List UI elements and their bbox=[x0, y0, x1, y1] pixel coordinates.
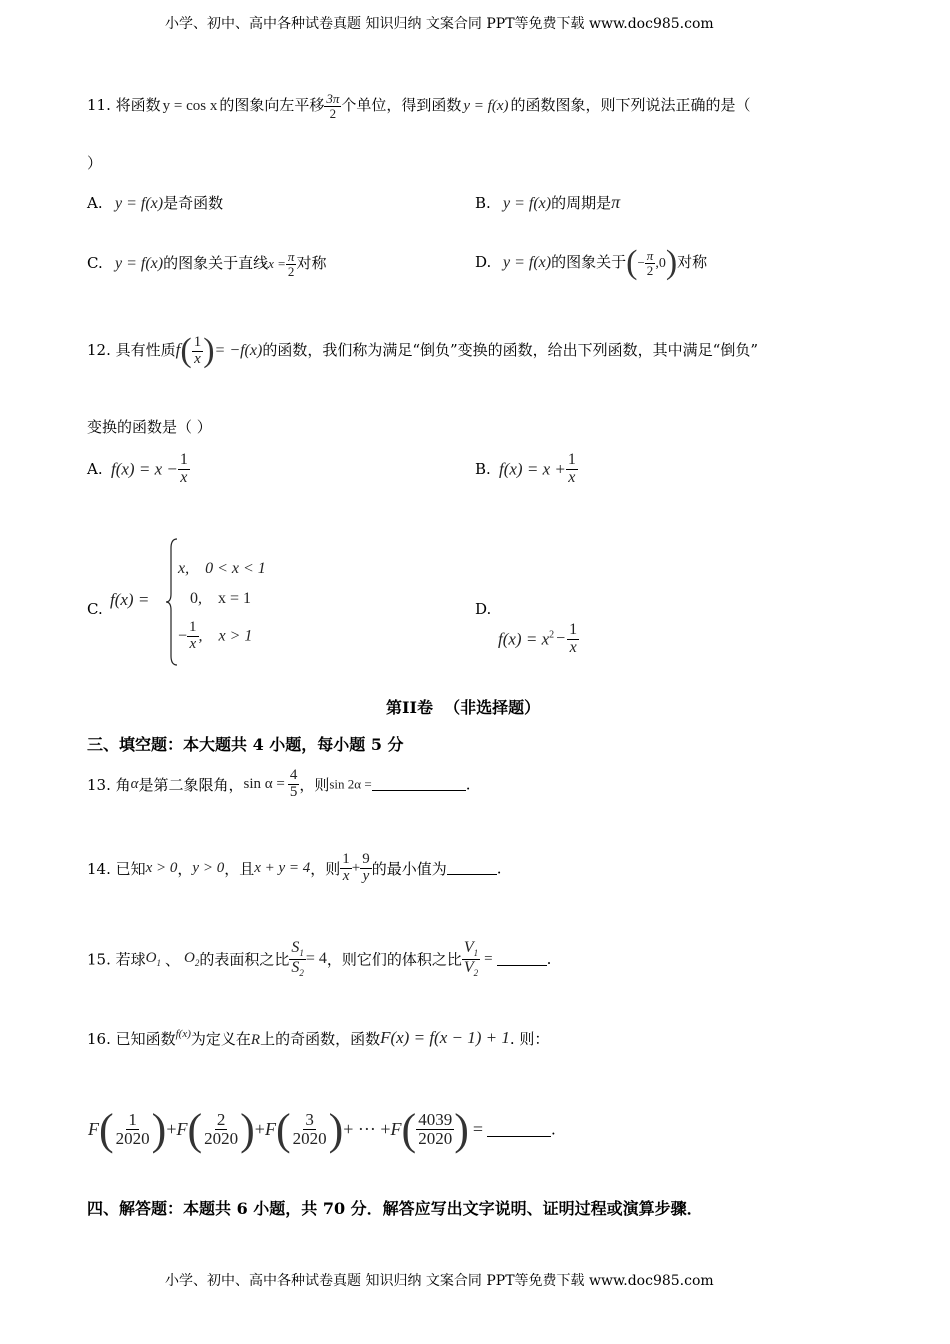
fraction-denominator: x bbox=[342, 867, 350, 884]
F-letter: F bbox=[264, 1119, 276, 1139]
option-expr: y = f(x) bbox=[115, 255, 164, 273]
question-16 bbox=[87, 1028, 549, 1049]
v-letter: V bbox=[463, 939, 474, 956]
q16-text-3: 上的奇函数，函数 bbox=[260, 1030, 381, 1048]
fraction-numerator: 1 bbox=[342, 851, 350, 867]
o2-letter: O bbox=[183, 950, 195, 967]
F-letter: F bbox=[390, 1119, 402, 1139]
piecewise-case-1: x, 0 < x < 1 bbox=[178, 560, 266, 577]
q11-option-a[interactable] bbox=[87, 192, 223, 213]
sum-term-3 bbox=[291, 1111, 329, 1148]
option-text: 的周期是 bbox=[551, 194, 612, 212]
plus-sign: + bbox=[254, 1119, 265, 1139]
page-header: 小学、初中、高中各种试卷真题 知识归纳 文案合同 PPT等免费下载 www.doc985.com bbox=[165, 16, 714, 32]
right-paren: ) bbox=[665, 244, 678, 281]
fraction-denominator: 2020 bbox=[292, 1129, 327, 1148]
piecewise-case-3 bbox=[178, 620, 252, 653]
option-text: 的图象关于 bbox=[551, 253, 627, 271]
plus-sign: + bbox=[166, 1119, 177, 1139]
right-paren: ) bbox=[454, 1105, 469, 1154]
option-text-2: 对称 bbox=[677, 253, 708, 271]
q11-option-b[interactable] bbox=[475, 192, 620, 213]
v-letter: V bbox=[463, 958, 474, 976]
right-paren: ) bbox=[240, 1105, 255, 1154]
q12-option-c-label[interactable]: C. bbox=[87, 600, 103, 618]
right-paren: ) bbox=[151, 1105, 167, 1154]
q11-expr-cos: y = cos x bbox=[162, 98, 218, 115]
option-text-2: 对称 bbox=[296, 254, 327, 273]
fraction-denominator: y bbox=[362, 867, 370, 884]
fraction-denominator: 2020 bbox=[204, 1129, 239, 1148]
question-11 bbox=[87, 92, 751, 120]
option-x: x = bbox=[268, 256, 286, 272]
section-3-title: 三、填空题：本大题共 4 小题，每小题 5 分 bbox=[87, 735, 404, 754]
fraction-denominator: x bbox=[189, 635, 197, 652]
option-fraction bbox=[567, 622, 579, 657]
q13-sin: sin α = bbox=[243, 775, 285, 792]
fraction-numerator bbox=[289, 940, 306, 960]
s-subscript: 1 bbox=[299, 948, 304, 959]
q13-text: 13. 角 bbox=[87, 775, 131, 794]
option-fraction bbox=[286, 250, 297, 278]
sphere-o1 bbox=[145, 950, 161, 969]
fraction-denominator: x bbox=[569, 638, 577, 656]
q12-text: 12. 具有性质 bbox=[87, 341, 176, 359]
fraction-denominator: 2020 bbox=[418, 1129, 453, 1148]
separator: 、 bbox=[164, 950, 180, 969]
fraction-denominator bbox=[462, 960, 480, 979]
q11-option-d[interactable] bbox=[475, 244, 707, 282]
right-paren: ) bbox=[203, 332, 215, 369]
v-subscript: 2 bbox=[473, 967, 479, 978]
option-text: 的图象关于直线 bbox=[163, 254, 269, 273]
fraction-numerator: 9 bbox=[362, 851, 370, 867]
option-expr: y = f(x) bbox=[115, 195, 164, 212]
question-14 bbox=[87, 852, 502, 885]
F-letter: F bbox=[176, 1119, 188, 1139]
period: . bbox=[496, 859, 502, 878]
minus-sign: − bbox=[556, 630, 566, 648]
pi-symbol: π bbox=[611, 192, 621, 212]
q13-fraction bbox=[288, 768, 300, 801]
v-subscript: 1 bbox=[473, 948, 479, 959]
page-footer: 小学、初中、高中各种试卷真题 知识归纳 文案合同 PPT等免费下载 www.doc985.com bbox=[165, 1273, 714, 1289]
option-label: A. bbox=[87, 460, 103, 479]
fraction-numerator: π bbox=[287, 249, 295, 264]
q11-text: 11. 将函数 bbox=[87, 96, 161, 115]
q14-fraction-2 bbox=[360, 852, 372, 885]
question-12 bbox=[87, 332, 758, 370]
left-paren: ( bbox=[401, 1105, 417, 1154]
q14-text-2: ，且 bbox=[224, 859, 255, 878]
section-2-title: 第II卷 （非选择题） bbox=[386, 698, 541, 717]
q16-fx: f(x) bbox=[175, 1028, 191, 1040]
fraction-denominator: 2 bbox=[646, 262, 654, 278]
q12-option-d-expr bbox=[498, 622, 579, 657]
q16-text: 16. 已知函数 bbox=[87, 1030, 176, 1048]
answer-blank[interactable] bbox=[497, 953, 547, 966]
question-12-line-2: 变换的函数是（ ） bbox=[87, 418, 212, 436]
fraction-numerator: 3 bbox=[305, 1110, 314, 1130]
sum-term-1 bbox=[114, 1111, 152, 1148]
q12-option-b[interactable] bbox=[475, 452, 578, 487]
fraction-numerator: 3π bbox=[326, 91, 340, 106]
left-paren: ( bbox=[275, 1105, 291, 1154]
answer-blank[interactable] bbox=[372, 778, 466, 791]
case-fraction bbox=[187, 620, 199, 653]
case-condition: , x > 1 bbox=[198, 627, 253, 645]
q16-Fx: F(x) = f(x − 1) + 1 bbox=[380, 1028, 510, 1047]
section-4-title: 四、解答题：本题共 6 小题，共 70 分．解答应写出文字说明、证明过程或演算步骤． bbox=[87, 1199, 703, 1218]
fraction-denominator: x bbox=[568, 468, 576, 486]
separator: ， bbox=[177, 859, 193, 878]
option-text: 是奇函数 bbox=[163, 194, 224, 212]
option-fraction bbox=[178, 452, 190, 487]
s-letter: S bbox=[291, 939, 300, 956]
q14-text-3: ，则 bbox=[310, 859, 341, 878]
s-subscript: 2 bbox=[299, 967, 304, 978]
exponent: 2 bbox=[549, 629, 555, 641]
F-letter: F bbox=[88, 1119, 99, 1139]
q12-option-a[interactable] bbox=[87, 452, 190, 487]
q12-option-d-label[interactable]: D. bbox=[475, 600, 492, 618]
option-expr: f(x) = x − bbox=[111, 459, 178, 479]
q15-volume-ratio bbox=[462, 940, 480, 978]
q13-text-2: 是第二象限角， bbox=[138, 775, 244, 794]
fraction-numerator: 4 bbox=[289, 767, 298, 783]
q11-expr-f: y = f(x) bbox=[463, 98, 509, 115]
option-expr: f(x) = x + bbox=[499, 459, 566, 479]
q12-text-2: 的函数，我们称为满足“倒负”变换的函数，给出下列函数，其中满足“倒负” bbox=[262, 341, 758, 359]
left-paren: ( bbox=[99, 1105, 114, 1154]
fraction-numerator: π bbox=[646, 247, 654, 263]
q14-fraction-1 bbox=[340, 852, 352, 885]
fraction-numerator bbox=[462, 940, 480, 960]
q12-rhs: = −f(x) bbox=[214, 342, 263, 359]
q15-text: 15. 若球 bbox=[87, 950, 146, 969]
q13-text-3: ，则 bbox=[299, 775, 330, 794]
ellipsis: + ··· + bbox=[343, 1119, 391, 1139]
period: . bbox=[546, 950, 552, 969]
q11-text-3: 个单位，得到函数 bbox=[341, 96, 462, 115]
q16-text-4: . 则： bbox=[509, 1030, 550, 1048]
answer-blank[interactable] bbox=[447, 862, 497, 875]
fraction-numerator: 1 bbox=[193, 333, 202, 350]
equals-sign: = bbox=[484, 950, 493, 967]
q16-text-2: 为定义在 bbox=[190, 1030, 251, 1048]
fraction-numerator: 1 bbox=[189, 619, 197, 635]
q16-R: R bbox=[250, 1032, 261, 1048]
fraction-numerator: 1 bbox=[179, 451, 188, 468]
question-13 bbox=[87, 768, 470, 801]
left-paren: ( bbox=[187, 1105, 203, 1154]
question-15 bbox=[87, 940, 551, 978]
fraction-denominator: 5 bbox=[289, 783, 298, 800]
minus-sign: − bbox=[178, 627, 188, 645]
option-label: D. bbox=[475, 253, 492, 271]
equals-sign: = bbox=[472, 1119, 484, 1139]
minus-sign: − bbox=[637, 255, 645, 270]
fraction-denominator: x bbox=[194, 350, 201, 367]
option-label: C. bbox=[87, 254, 103, 273]
q12-fraction bbox=[192, 335, 204, 368]
option-expr: f(x) = x bbox=[498, 629, 550, 649]
alpha-symbol: α bbox=[130, 775, 139, 792]
q15-surface-ratio bbox=[289, 940, 306, 978]
piecewise-brace bbox=[165, 538, 179, 666]
option-label: B. bbox=[475, 194, 491, 212]
q14-text: 14. 已知 bbox=[87, 859, 146, 878]
option-expr: y = f(x) bbox=[503, 254, 552, 271]
q15-text-3: ，则它们的体积之比 bbox=[326, 950, 462, 969]
fraction-numerator: 2 bbox=[216, 1110, 226, 1130]
option-label: A. bbox=[87, 194, 103, 212]
q15-eq4: = 4 bbox=[305, 950, 327, 968]
option-fraction bbox=[566, 452, 578, 487]
q14-cond-3: x + y = 4 bbox=[254, 859, 311, 876]
q12-option-c-lhs: f(x) = bbox=[110, 590, 150, 609]
q11-option-c[interactable] bbox=[87, 250, 326, 278]
right-paren: ) bbox=[328, 1105, 344, 1154]
q14-cond-1: x > 0 bbox=[145, 859, 178, 876]
period: . bbox=[465, 775, 471, 794]
sum-term-2 bbox=[202, 1111, 240, 1148]
o1-subscript: 1 bbox=[156, 958, 161, 969]
q11-text-4: 的函数图象，则下列说法正确的是（ bbox=[510, 96, 751, 115]
option-label: B. bbox=[475, 460, 491, 479]
answer-blank[interactable] bbox=[487, 1122, 551, 1137]
q12-f: f bbox=[175, 340, 181, 359]
sphere-o2 bbox=[183, 950, 200, 969]
fraction-denominator: x bbox=[180, 468, 188, 486]
left-paren: ( bbox=[626, 244, 638, 281]
fraction-numerator: 1 bbox=[567, 451, 576, 468]
o1-letter: O bbox=[145, 950, 157, 967]
fraction-denominator bbox=[289, 960, 306, 979]
o2-subscript: 2 bbox=[194, 958, 200, 969]
sum-term-4 bbox=[416, 1111, 454, 1148]
left-paren: ( bbox=[180, 332, 192, 369]
fraction-numerator: 4039 bbox=[418, 1110, 453, 1130]
option-fraction bbox=[645, 249, 656, 277]
option-expr: y = f(x) bbox=[503, 195, 552, 212]
fraction-denominator: 2020 bbox=[115, 1129, 150, 1148]
point-coordinate: ,0 bbox=[655, 256, 666, 271]
fraction-denominator: 2 bbox=[329, 105, 337, 121]
q14-text-4: 的最小值为 bbox=[371, 859, 447, 878]
period: . bbox=[551, 1120, 556, 1139]
q16-sum-expression bbox=[88, 1104, 556, 1155]
piecewise-case-2: 0, x = 1 bbox=[190, 590, 252, 607]
q14-cond-2: y > 0 bbox=[192, 859, 225, 876]
s-letter: S bbox=[291, 958, 300, 976]
plus-sign: + bbox=[351, 859, 361, 876]
fraction-numerator: 1 bbox=[128, 1110, 137, 1130]
q13-sin2: sin 2α = bbox=[329, 776, 372, 792]
question-11-close: ） bbox=[87, 154, 103, 172]
fraction-denominator: 2 bbox=[287, 263, 295, 279]
fraction-numerator: 1 bbox=[569, 621, 578, 638]
q11-fraction bbox=[324, 92, 341, 120]
q11-text-2: 的图象向左平移 bbox=[219, 96, 325, 115]
q15-text-2: 的表面积之比 bbox=[199, 950, 290, 969]
